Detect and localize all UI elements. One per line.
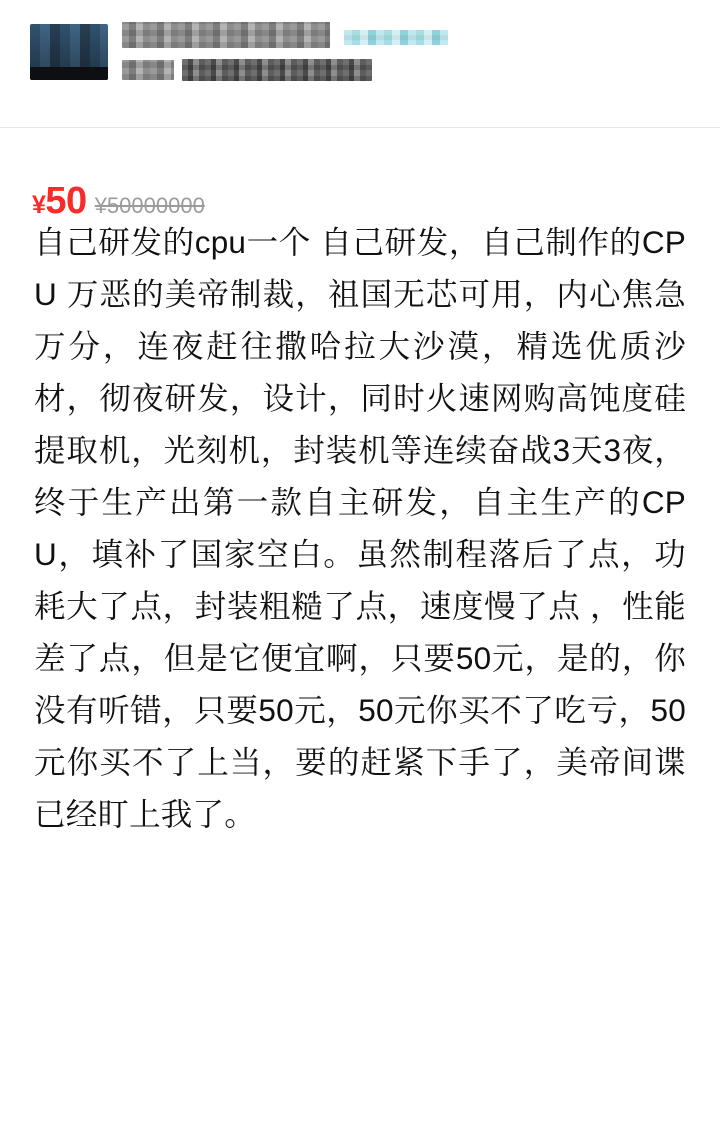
- seller-avatar[interactable]: [30, 24, 108, 80]
- listing-description: 自己研发的cpu一个 自己研发，自己制作的CPU 万恶的美帝制裁，祖国无芯可用，内心焦急万分，连夜赶往撒哈拉大沙漠，精选优质沙材，彻夜研发，设计，同时火速网购高饨度硅提取机，光刻机，封装机等连续奋战3天3夜，终于生产出第一款自主研发，自主生产的CPU，填补了国家空白。虽然制程落后了点，功耗大了点，封装粗糙了点，速度慢了点 ，性能差了点，但是它便宜啊，只要50元，是的，你没有听错，只要50元，50元你买不了吃亏，50元你买不了上当，要的赶紧下手了，美帝间谍已经盯上我了。: [34, 224, 686, 832]
- seller-name-redacted: [122, 22, 330, 48]
- seller-header-inner: [30, 18, 696, 81]
- current-price-value: 50: [45, 180, 87, 222]
- seller-info: [122, 18, 696, 81]
- original-price: ¥50000000: [94, 193, 205, 218]
- price-row: [0, 128, 720, 222]
- seller-subtitle-redacted-a: [122, 60, 174, 80]
- seller-header[interactable]: [0, 0, 720, 128]
- seller-tag-redacted: [344, 30, 448, 45]
- currency-symbol: ¥: [32, 191, 46, 219]
- seller-subtitle-redacted-b: [182, 59, 372, 81]
- seller-subtitle-row: [122, 59, 696, 81]
- seller-name-row: [122, 22, 696, 48]
